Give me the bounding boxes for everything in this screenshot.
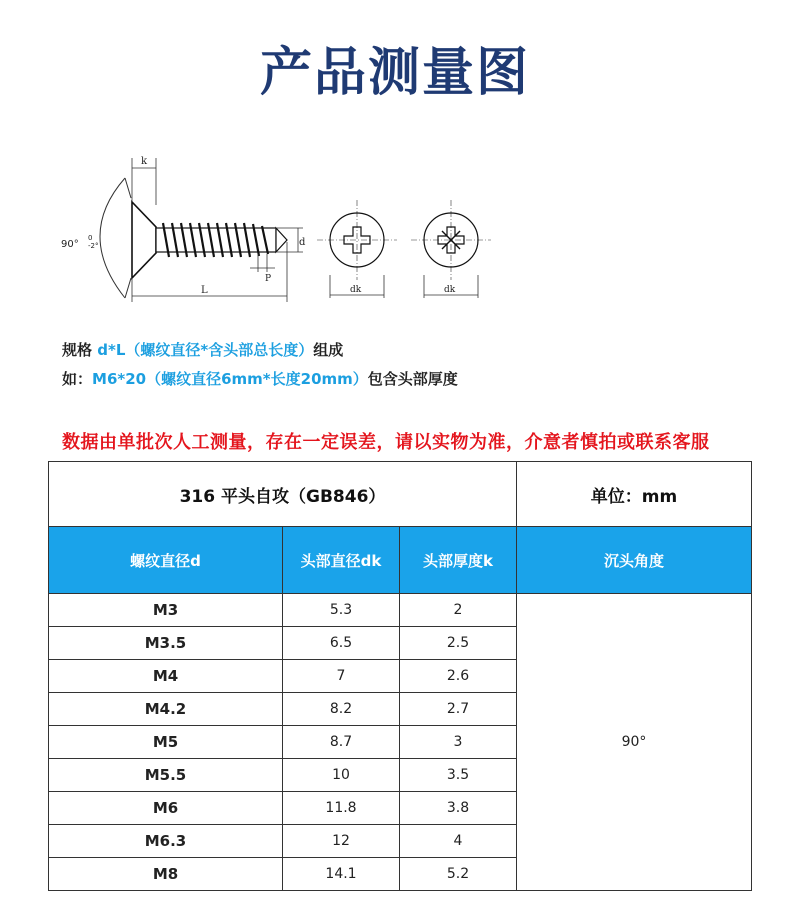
- unit-label: 单位：mm: [517, 462, 752, 527]
- thread-size: M6: [49, 792, 283, 825]
- head-thickness: 2.7: [400, 693, 517, 726]
- head-thickness: 2.5: [400, 627, 517, 660]
- head-thickness: 5.2: [400, 858, 517, 891]
- head-thickness: 2.6: [400, 660, 517, 693]
- table-row: [49, 594, 752, 627]
- head-diameter: 8.2: [283, 693, 400, 726]
- countersink-angle: 90°: [517, 594, 752, 891]
- thread-size: M3.5: [49, 627, 283, 660]
- angle-label: 90°: [61, 239, 79, 250]
- screw-dimension-diagram: [55, 150, 555, 325]
- thread-size: M3: [49, 594, 283, 627]
- thread-size: M4.2: [49, 693, 283, 726]
- col-countersink-angle: 沉头角度: [517, 527, 752, 594]
- thread-size: M6.3: [49, 825, 283, 858]
- dk-label-2: dk: [444, 285, 456, 295]
- l-label: L: [201, 285, 208, 296]
- head-diameter: 7: [283, 660, 400, 693]
- head-diameter: 10: [283, 759, 400, 792]
- thread-size: M5: [49, 726, 283, 759]
- head-diameter: 5.3: [283, 594, 400, 627]
- size-table: [48, 461, 752, 891]
- page-title: 产品测量图: [259, 43, 530, 103]
- col-thread-diameter: 螺纹直径d: [49, 527, 283, 594]
- thread-size: M8: [49, 858, 283, 891]
- col-head-thickness: 头部厚度k: [400, 527, 517, 594]
- col-head-diameter: 头部直径dk: [283, 527, 400, 594]
- head-diameter: 8.7: [283, 726, 400, 759]
- dk-label-1: dk: [350, 285, 362, 295]
- head-diameter: 14.1: [283, 858, 400, 891]
- p-label: P: [265, 274, 272, 284]
- head-diameter: 12: [283, 825, 400, 858]
- measurement-warning: 数据由单批次人工测量，存在一定误差，请以实物为准，介意者慎拍或联系客服: [62, 432, 710, 453]
- head-thickness: 2: [400, 594, 517, 627]
- head-thickness: 4: [400, 825, 517, 858]
- d-label: d: [299, 237, 306, 248]
- head-thickness: 3.8: [400, 792, 517, 825]
- spec-example-line: 如：M6*20（螺纹直径6mm*长度20mm）包含头部厚度: [62, 370, 458, 388]
- head-diameter: 11.8: [283, 792, 400, 825]
- head-thickness: 3: [400, 726, 517, 759]
- spec-format-line: 规格 d*L（螺纹直径*含头部总长度）组成: [62, 341, 344, 359]
- thread-size: M4: [49, 660, 283, 693]
- k-label: k: [141, 156, 148, 167]
- head-thickness: 3.5: [400, 759, 517, 792]
- angle-tolerance-label: 0: [88, 234, 93, 242]
- table-header-row: [49, 462, 752, 527]
- svg-text:-2°: -2°: [88, 242, 99, 250]
- column-header-row: [49, 527, 752, 594]
- product-name: 316 平头自攻（GB846）: [49, 462, 517, 527]
- thread-size: M5.5: [49, 759, 283, 792]
- head-diameter: 6.5: [283, 627, 400, 660]
